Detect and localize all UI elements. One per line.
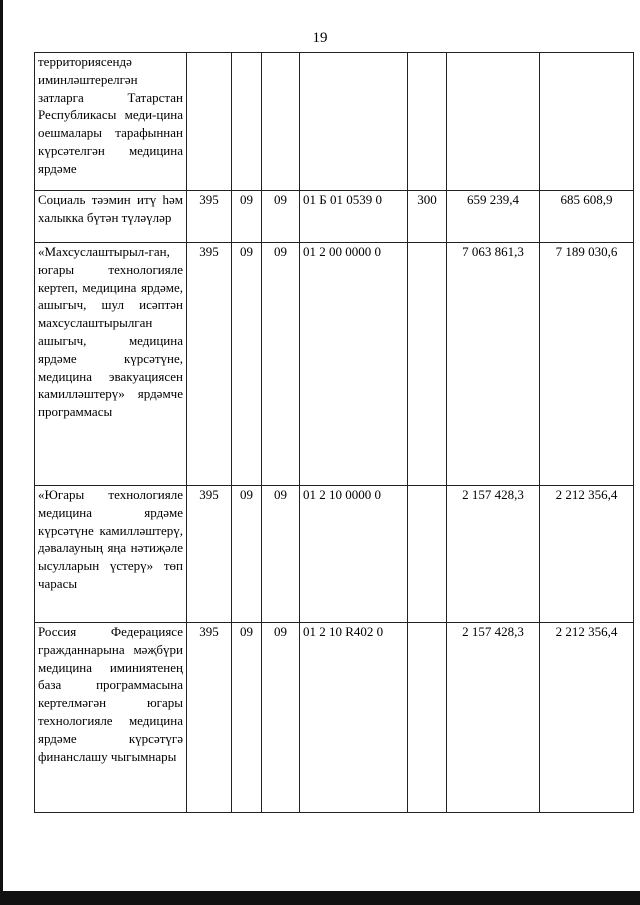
target-code: [300, 53, 408, 191]
subsection-code: 09: [262, 623, 300, 813]
expense-type-code: [408, 243, 447, 486]
table-row: [35, 623, 634, 813]
expense-type-code: [408, 623, 447, 813]
target-code: 01 Б 01 0539 0: [300, 191, 408, 243]
row-name: территориясендә иминләштерелгән затларга Татарстан Республикасы меди-цина оешмалары тарафыннан күрсәтелгән медицина ярдәме: [35, 53, 187, 191]
row-name: «Махсуслаштырыл-ган, югары технологияле кертеп, медицина ярдәме, ашыгыч, шул исәптән махсуслаштырылган ашыгыч, медицина ярдәме күрсәтүне, медицина эвакуациясен камилләштерү» ярдәмче программасы: [35, 243, 187, 486]
budget-table: [34, 52, 634, 813]
page-number: 19: [312, 30, 328, 46]
target-code: 01 2 10 R402 0: [300, 623, 408, 813]
section-code: 09: [232, 243, 262, 486]
row-name: «Югары технологияле медицина ярдәме күрсәтүне камилләштерү, дәвалауның яңа нәтиҗәле ысулларын үстерү» төп чарасы: [35, 486, 187, 623]
table-row: [35, 486, 634, 623]
expense-type-code: [408, 486, 447, 623]
section-code: 09: [232, 486, 262, 623]
amount-year-1: 2 157 428,3: [447, 486, 540, 623]
subsection-code: 09: [262, 243, 300, 486]
table-row: [35, 243, 634, 486]
amount-year-2: 685 608,9: [540, 191, 634, 243]
scan-border-left: [0, 0, 3, 905]
subsection-code: [262, 53, 300, 191]
amount-year-2: [540, 53, 634, 191]
section-code: 09: [232, 191, 262, 243]
subsection-code: 09: [262, 486, 300, 623]
row-name: Социаль тәэмин итү һәм халыкка бүтән түләүләр: [35, 191, 187, 243]
ministry-code: 395: [187, 486, 232, 623]
table-row: [35, 53, 634, 191]
subsection-code: 09: [262, 191, 300, 243]
scan-border-bottom: [0, 891, 640, 905]
amount-year-1: [447, 53, 540, 191]
table-row: [35, 191, 634, 243]
ministry-code: 395: [187, 243, 232, 486]
amount-year-2: 7 189 030,6: [540, 243, 634, 486]
target-code: 01 2 00 0000 0: [300, 243, 408, 486]
ministry-code: [187, 53, 232, 191]
expense-type-code: 300: [408, 191, 447, 243]
amount-year-1: 7 063 861,3: [447, 243, 540, 486]
amount-year-2: 2 212 356,4: [540, 486, 634, 623]
ministry-code: 395: [187, 191, 232, 243]
target-code: 01 2 10 0000 0: [300, 486, 408, 623]
ministry-code: 395: [187, 623, 232, 813]
section-code: 09: [232, 623, 262, 813]
amount-year-1: 2 157 428,3: [447, 623, 540, 813]
row-name: Россия Федерациясе гражданнарына мәҗбүри медицина иминиятенең база программасына кертелмәгән югары технологияле медицина ярдәме күрсәтүгә финанслашу чыгымнары: [35, 623, 187, 813]
amount-year-2: 2 212 356,4: [540, 623, 634, 813]
amount-year-1: 659 239,4: [447, 191, 540, 243]
expense-type-code: [408, 53, 447, 191]
section-code: [232, 53, 262, 191]
